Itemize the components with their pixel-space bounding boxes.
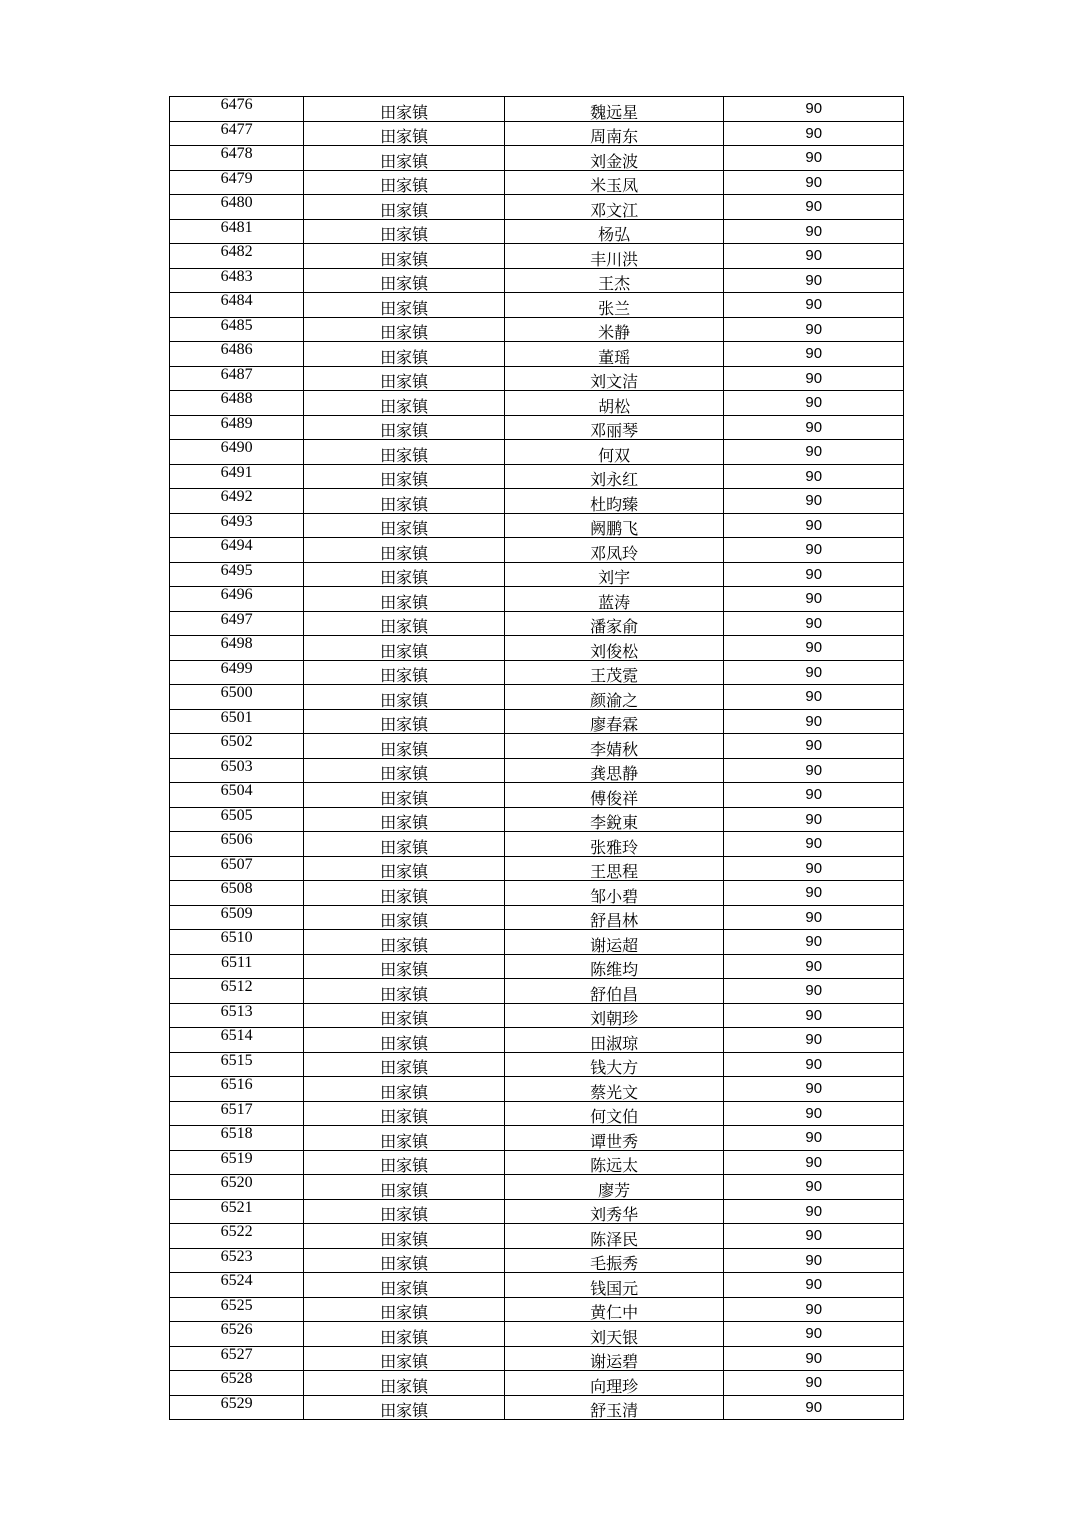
town-cell: 田家镇 — [304, 1224, 505, 1249]
serial-number-cell: 6479 — [170, 170, 304, 195]
table-row — [170, 440, 904, 465]
town-cell: 田家镇 — [304, 783, 505, 808]
score-cell: 90 — [724, 170, 904, 195]
serial-number-cell: 6487 — [170, 366, 304, 391]
serial-number-cell: 6495 — [170, 562, 304, 587]
person-name-cell: 舒昌林 — [504, 905, 724, 930]
person-name-cell: 张兰 — [504, 293, 724, 318]
serial-number-cell: 6512 — [170, 979, 304, 1004]
score-cell: 90 — [724, 979, 904, 1004]
serial-number-cell: 6490 — [170, 440, 304, 465]
town-cell: 田家镇 — [304, 1199, 505, 1224]
score-cell: 90 — [724, 1297, 904, 1322]
person-name-cell: 李婧秋 — [504, 734, 724, 759]
person-name-cell: 刘金波 — [504, 146, 724, 171]
table-row — [170, 807, 904, 832]
table-row — [170, 832, 904, 857]
person-name-cell: 廖芳 — [504, 1175, 724, 1200]
score-cell: 90 — [724, 244, 904, 269]
table-row — [170, 1126, 904, 1151]
serial-number-cell: 6522 — [170, 1224, 304, 1249]
table-row — [170, 979, 904, 1004]
table-row — [170, 268, 904, 293]
serial-number-cell: 6494 — [170, 538, 304, 563]
table-row — [170, 1028, 904, 1053]
table-row — [170, 1101, 904, 1126]
score-cell: 90 — [724, 660, 904, 685]
person-name-cell: 邓丽琴 — [504, 415, 724, 440]
table-row — [170, 881, 904, 906]
serial-number-cell: 6498 — [170, 636, 304, 661]
person-name-cell: 陈泽民 — [504, 1224, 724, 1249]
person-name-cell: 米静 — [504, 317, 724, 342]
serial-number-cell: 6499 — [170, 660, 304, 685]
person-name-cell: 杜昀臻 — [504, 489, 724, 514]
town-cell: 田家镇 — [304, 930, 505, 955]
score-cell: 90 — [724, 1371, 904, 1396]
serial-number-cell: 6517 — [170, 1101, 304, 1126]
score-cell: 90 — [724, 832, 904, 857]
serial-number-cell: 6503 — [170, 758, 304, 783]
town-cell: 田家镇 — [304, 146, 505, 171]
town-cell: 田家镇 — [304, 660, 505, 685]
score-cell: 90 — [724, 1248, 904, 1273]
person-name-cell: 王茂霓 — [504, 660, 724, 685]
town-cell: 田家镇 — [304, 342, 505, 367]
town-cell: 田家镇 — [304, 734, 505, 759]
table-row — [170, 97, 904, 122]
person-name-cell: 阙鹏飞 — [504, 513, 724, 538]
score-cell: 90 — [724, 587, 904, 612]
score-cell: 90 — [724, 1052, 904, 1077]
table-row — [170, 709, 904, 734]
town-cell: 田家镇 — [304, 905, 505, 930]
table-row — [170, 195, 904, 220]
person-name-cell: 颜渝之 — [504, 685, 724, 710]
town-cell: 田家镇 — [304, 121, 505, 146]
person-name-cell: 杨弘 — [504, 219, 724, 244]
person-name-cell: 谢运碧 — [504, 1346, 724, 1371]
score-cell: 90 — [724, 611, 904, 636]
serial-number-cell: 6511 — [170, 954, 304, 979]
serial-number-cell: 6492 — [170, 489, 304, 514]
town-cell: 田家镇 — [304, 807, 505, 832]
table-row — [170, 1346, 904, 1371]
person-name-cell: 米玉凤 — [504, 170, 724, 195]
serial-number-cell: 6491 — [170, 464, 304, 489]
town-cell: 田家镇 — [304, 219, 505, 244]
table-row — [170, 930, 904, 955]
town-cell: 田家镇 — [304, 1126, 505, 1151]
score-cell: 90 — [724, 856, 904, 881]
table-row — [170, 1395, 904, 1420]
table-row — [170, 170, 904, 195]
score-cell: 90 — [724, 1273, 904, 1298]
score-cell: 90 — [724, 807, 904, 832]
serial-number-cell: 6484 — [170, 293, 304, 318]
score-cell: 90 — [724, 195, 904, 220]
score-cell: 90 — [724, 513, 904, 538]
table-row — [170, 1077, 904, 1102]
town-cell: 田家镇 — [304, 611, 505, 636]
score-cell: 90 — [724, 1395, 904, 1420]
serial-number-cell: 6481 — [170, 219, 304, 244]
serial-number-cell: 6500 — [170, 685, 304, 710]
town-cell: 田家镇 — [304, 685, 505, 710]
table-row — [170, 489, 904, 514]
town-cell: 田家镇 — [304, 1371, 505, 1396]
town-cell: 田家镇 — [304, 709, 505, 734]
table-row — [170, 121, 904, 146]
score-cell: 90 — [724, 342, 904, 367]
person-name-cell: 刘秀华 — [504, 1199, 724, 1224]
score-cell: 90 — [724, 758, 904, 783]
person-name-cell: 张雅玲 — [504, 832, 724, 857]
serial-number-cell: 6486 — [170, 342, 304, 367]
score-cell: 90 — [724, 97, 904, 122]
town-cell: 田家镇 — [304, 170, 505, 195]
person-name-cell: 蓝涛 — [504, 587, 724, 612]
serial-number-cell: 6525 — [170, 1297, 304, 1322]
table-row — [170, 219, 904, 244]
person-name-cell: 舒伯昌 — [504, 979, 724, 1004]
serial-number-cell: 6515 — [170, 1052, 304, 1077]
serial-number-cell: 6506 — [170, 832, 304, 857]
person-name-cell: 董瑶 — [504, 342, 724, 367]
table-row — [170, 146, 904, 171]
town-cell: 田家镇 — [304, 391, 505, 416]
town-cell: 田家镇 — [304, 440, 505, 465]
person-name-cell: 廖春霖 — [504, 709, 724, 734]
town-cell: 田家镇 — [304, 979, 505, 1004]
score-cell: 90 — [724, 783, 904, 808]
table-row — [170, 734, 904, 759]
person-name-cell: 邹小碧 — [504, 881, 724, 906]
town-cell: 田家镇 — [304, 244, 505, 269]
table-row — [170, 1003, 904, 1028]
score-cell: 90 — [724, 881, 904, 906]
person-name-cell: 周南东 — [504, 121, 724, 146]
person-name-cell: 田淑琼 — [504, 1028, 724, 1053]
serial-number-cell: 6496 — [170, 587, 304, 612]
town-cell: 田家镇 — [304, 1346, 505, 1371]
table-row — [170, 954, 904, 979]
serial-number-cell: 6505 — [170, 807, 304, 832]
town-cell: 田家镇 — [304, 1273, 505, 1298]
person-name-cell: 龚思静 — [504, 758, 724, 783]
score-cell: 90 — [724, 440, 904, 465]
person-name-cell: 毛振秀 — [504, 1248, 724, 1273]
table-row — [170, 611, 904, 636]
table-row — [170, 1150, 904, 1175]
serial-number-cell: 6485 — [170, 317, 304, 342]
person-name-cell: 何文伯 — [504, 1101, 724, 1126]
score-cell: 90 — [724, 489, 904, 514]
serial-number-cell: 6497 — [170, 611, 304, 636]
table-row — [170, 1199, 904, 1224]
town-cell: 田家镇 — [304, 1052, 505, 1077]
town-cell: 田家镇 — [304, 366, 505, 391]
person-name-cell: 潘家俞 — [504, 611, 724, 636]
score-cell: 90 — [724, 1224, 904, 1249]
town-cell: 田家镇 — [304, 1003, 505, 1028]
serial-number-cell: 6523 — [170, 1248, 304, 1273]
score-cell: 90 — [724, 464, 904, 489]
serial-number-cell: 6514 — [170, 1028, 304, 1053]
table-row — [170, 660, 904, 685]
serial-number-cell: 6510 — [170, 930, 304, 955]
serial-number-cell: 6488 — [170, 391, 304, 416]
town-cell: 田家镇 — [304, 1101, 505, 1126]
serial-number-cell: 6509 — [170, 905, 304, 930]
score-cell: 90 — [724, 1101, 904, 1126]
person-name-cell: 蔡光文 — [504, 1077, 724, 1102]
town-cell: 田家镇 — [304, 636, 505, 661]
roster-table-body — [170, 97, 904, 1420]
table-row — [170, 1273, 904, 1298]
roster-table — [169, 96, 904, 1420]
score-cell: 90 — [724, 1126, 904, 1151]
table-row — [170, 1371, 904, 1396]
serial-number-cell: 6493 — [170, 513, 304, 538]
score-cell: 90 — [724, 930, 904, 955]
table-row — [170, 244, 904, 269]
town-cell: 田家镇 — [304, 856, 505, 881]
serial-number-cell: 6507 — [170, 856, 304, 881]
serial-number-cell: 6478 — [170, 146, 304, 171]
serial-number-cell: 6502 — [170, 734, 304, 759]
table-row — [170, 1248, 904, 1273]
town-cell: 田家镇 — [304, 415, 505, 440]
table-row — [170, 636, 904, 661]
table-row — [170, 464, 904, 489]
town-cell: 田家镇 — [304, 954, 505, 979]
person-name-cell: 刘天银 — [504, 1322, 724, 1347]
town-cell: 田家镇 — [304, 1395, 505, 1420]
person-name-cell: 刘永红 — [504, 464, 724, 489]
score-cell: 90 — [724, 562, 904, 587]
score-cell: 90 — [724, 905, 904, 930]
person-name-cell: 钱大方 — [504, 1052, 724, 1077]
score-cell: 90 — [724, 709, 904, 734]
town-cell: 田家镇 — [304, 538, 505, 563]
table-row — [170, 1297, 904, 1322]
person-name-cell: 魏远星 — [504, 97, 724, 122]
town-cell: 田家镇 — [304, 489, 505, 514]
score-cell: 90 — [724, 636, 904, 661]
score-cell: 90 — [724, 146, 904, 171]
person-name-cell: 黄仁中 — [504, 1297, 724, 1322]
serial-number-cell: 6526 — [170, 1322, 304, 1347]
town-cell: 田家镇 — [304, 1077, 505, 1102]
score-cell: 90 — [724, 1150, 904, 1175]
table-row — [170, 317, 904, 342]
table-row — [170, 783, 904, 808]
person-name-cell: 丰川洪 — [504, 244, 724, 269]
person-name-cell: 王思程 — [504, 856, 724, 881]
score-cell: 90 — [724, 391, 904, 416]
town-cell: 田家镇 — [304, 268, 505, 293]
person-name-cell: 傅俊祥 — [504, 783, 724, 808]
serial-number-cell: 6513 — [170, 1003, 304, 1028]
score-cell: 90 — [724, 1003, 904, 1028]
table-row — [170, 293, 904, 318]
town-cell: 田家镇 — [304, 513, 505, 538]
serial-number-cell: 6508 — [170, 881, 304, 906]
score-cell: 90 — [724, 1199, 904, 1224]
town-cell: 田家镇 — [304, 1322, 505, 1347]
serial-number-cell: 6516 — [170, 1077, 304, 1102]
table-row — [170, 415, 904, 440]
score-cell: 90 — [724, 121, 904, 146]
town-cell: 田家镇 — [304, 1175, 505, 1200]
serial-number-cell: 6476 — [170, 97, 304, 122]
serial-number-cell: 6480 — [170, 195, 304, 220]
person-name-cell: 钱国元 — [504, 1273, 724, 1298]
town-cell: 田家镇 — [304, 195, 505, 220]
score-cell: 90 — [724, 1028, 904, 1053]
score-cell: 90 — [724, 293, 904, 318]
person-name-cell: 李銳東 — [504, 807, 724, 832]
person-name-cell: 刘文洁 — [504, 366, 724, 391]
score-cell: 90 — [724, 1077, 904, 1102]
serial-number-cell: 6529 — [170, 1395, 304, 1420]
person-name-cell: 谢运超 — [504, 930, 724, 955]
town-cell: 田家镇 — [304, 317, 505, 342]
town-cell: 田家镇 — [304, 758, 505, 783]
serial-number-cell: 6519 — [170, 1150, 304, 1175]
table-row — [170, 758, 904, 783]
table-row — [170, 856, 904, 881]
score-cell: 90 — [724, 415, 904, 440]
town-cell: 田家镇 — [304, 293, 505, 318]
serial-number-cell: 6482 — [170, 244, 304, 269]
table-row — [170, 685, 904, 710]
table-row — [170, 366, 904, 391]
table-row — [170, 513, 904, 538]
serial-number-cell: 6518 — [170, 1126, 304, 1151]
town-cell: 田家镇 — [304, 562, 505, 587]
serial-number-cell: 6501 — [170, 709, 304, 734]
person-name-cell: 邓文江 — [504, 195, 724, 220]
score-cell: 90 — [724, 366, 904, 391]
person-name-cell: 刘宇 — [504, 562, 724, 587]
table-row — [170, 1322, 904, 1347]
person-name-cell: 谭世秀 — [504, 1126, 724, 1151]
table-row — [170, 1175, 904, 1200]
person-name-cell: 向理珍 — [504, 1371, 724, 1396]
serial-number-cell: 6524 — [170, 1273, 304, 1298]
serial-number-cell: 6528 — [170, 1371, 304, 1396]
table-row — [170, 391, 904, 416]
score-cell: 90 — [724, 685, 904, 710]
serial-number-cell: 6527 — [170, 1346, 304, 1371]
town-cell: 田家镇 — [304, 1028, 505, 1053]
town-cell: 田家镇 — [304, 1248, 505, 1273]
score-cell: 90 — [724, 734, 904, 759]
score-cell: 90 — [724, 1322, 904, 1347]
town-cell: 田家镇 — [304, 832, 505, 857]
person-name-cell: 王杰 — [504, 268, 724, 293]
serial-number-cell: 6489 — [170, 415, 304, 440]
person-name-cell: 舒玉清 — [504, 1395, 724, 1420]
town-cell: 田家镇 — [304, 1150, 505, 1175]
serial-number-cell: 6520 — [170, 1175, 304, 1200]
town-cell: 田家镇 — [304, 587, 505, 612]
person-name-cell: 何双 — [504, 440, 724, 465]
score-cell: 90 — [724, 538, 904, 563]
score-cell: 90 — [724, 1346, 904, 1371]
score-cell: 90 — [724, 317, 904, 342]
serial-number-cell: 6504 — [170, 783, 304, 808]
table-row — [170, 342, 904, 367]
table-row — [170, 562, 904, 587]
serial-number-cell: 6521 — [170, 1199, 304, 1224]
serial-number-cell: 6483 — [170, 268, 304, 293]
score-cell: 90 — [724, 954, 904, 979]
town-cell: 田家镇 — [304, 881, 505, 906]
person-name-cell: 刘朝珍 — [504, 1003, 724, 1028]
person-name-cell: 胡松 — [504, 391, 724, 416]
table-row — [170, 587, 904, 612]
table-row — [170, 905, 904, 930]
table-row — [170, 1052, 904, 1077]
person-name-cell: 陈远太 — [504, 1150, 724, 1175]
table-row — [170, 538, 904, 563]
person-name-cell: 陈维均 — [504, 954, 724, 979]
town-cell: 田家镇 — [304, 1297, 505, 1322]
person-name-cell: 邓凤玲 — [504, 538, 724, 563]
score-cell: 90 — [724, 268, 904, 293]
score-cell: 90 — [724, 219, 904, 244]
town-cell: 田家镇 — [304, 464, 505, 489]
score-cell: 90 — [724, 1175, 904, 1200]
person-name-cell: 刘俊松 — [504, 636, 724, 661]
table-row — [170, 1224, 904, 1249]
town-cell: 田家镇 — [304, 97, 505, 122]
serial-number-cell: 6477 — [170, 121, 304, 146]
